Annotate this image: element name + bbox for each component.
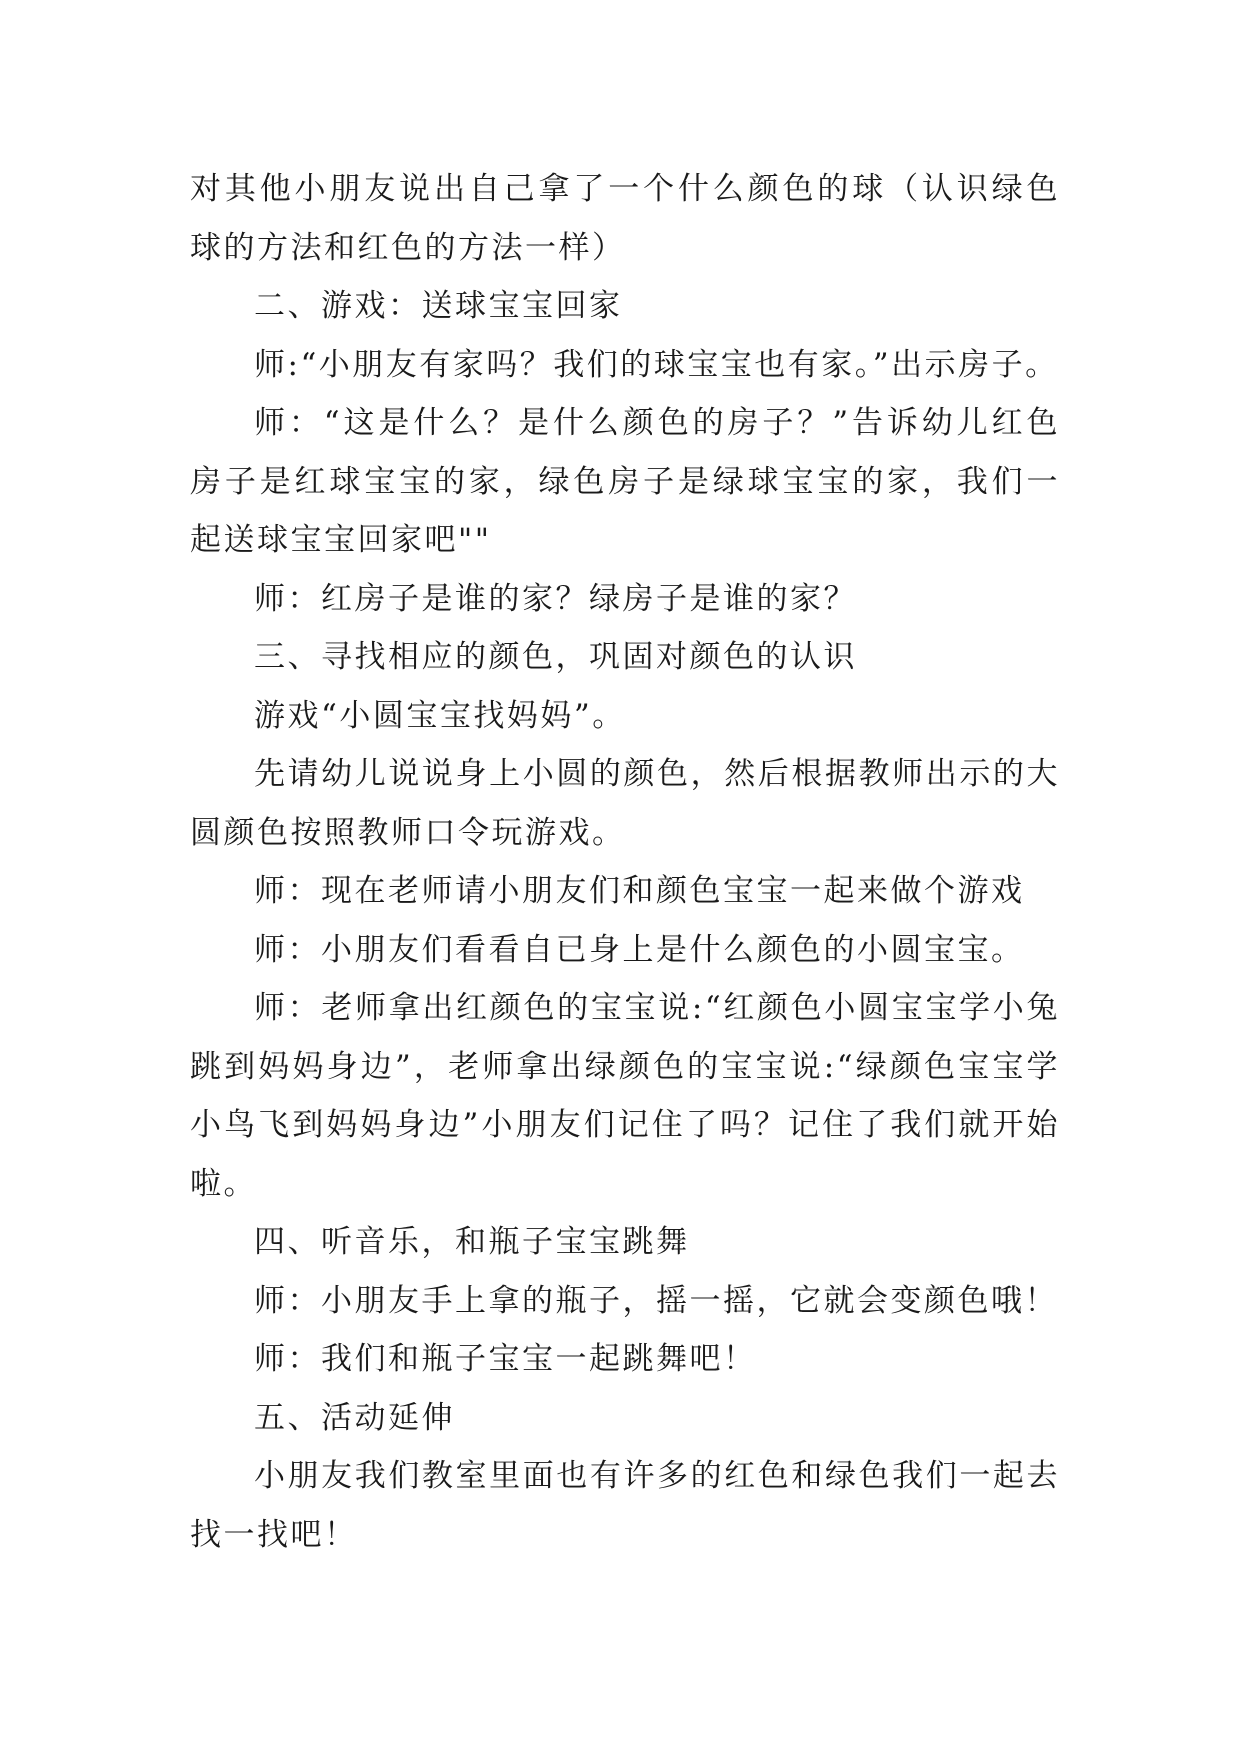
teacher-line: 师：红房子是谁的家？绿房子是谁的家？ <box>254 580 857 617</box>
section-heading-4: 四、听音乐，和瓶子宝宝跳舞 <box>254 1224 690 1260</box>
teacher-line: 师：老师拿出红颜色的宝宝说:“红颜色小圆宝宝学小兔跳到妈妈身边”，老师拿出绿颜色的宝宝说:“绿颜色宝宝学小鸟飞到妈妈身边”小朋友们记住了吗？记住了我们就开始啦。 <box>190 990 1060 1202</box>
paragraph: 游戏“小圆宝宝找妈妈”。 <box>254 697 626 734</box>
section-heading-5: 五、活动延伸 <box>254 1399 455 1436</box>
paragraph: 小朋友我们教室里面也有许多的红色和绿色我们一起去找一找吧！ <box>190 1458 1060 1553</box>
section-heading-3: 三、寻找相应的颜色，巩固对颜色的认识 <box>254 639 857 675</box>
section-heading-2: 二、游戏：送球宝宝回家 <box>254 288 623 324</box>
paragraph-continuation: 对其他小朋友说出自己拿了一个什么颜色的球（认识绿色球的方法和红色的方法一样） <box>190 171 1060 266</box>
teacher-line: 师:“小朋友有家吗？我们的球宝宝也有家。”出示房子。 <box>254 346 1059 383</box>
teacher-line: 师：现在老师请小朋友们和颜色宝宝一起来做个游戏 <box>254 873 1025 909</box>
teacher-line: 师：小朋友们看看自已身上是什么颜色的小圆宝宝。 <box>254 931 1025 968</box>
teacher-line: 师：小朋友手上拿的瓶子，摇一摇，它就会变颜色哦！ <box>254 1282 1058 1319</box>
paragraph: 先请幼儿说说身上小圆的颜色，然后根据教师出示的大圆颜色按照教师口令玩游戏。 <box>190 756 1060 851</box>
document-body <box>190 160 1060 1564</box>
teacher-line: 师：“这是什么？是什么颜色的房子？”告诉幼儿红色房子是红球宝宝的家，绿色房子是绿球宝宝的家，我们一起送球宝宝回家吧"" <box>190 405 1060 558</box>
teacher-line: 师：我们和瓶子宝宝一起跳舞吧！ <box>254 1341 757 1377</box>
